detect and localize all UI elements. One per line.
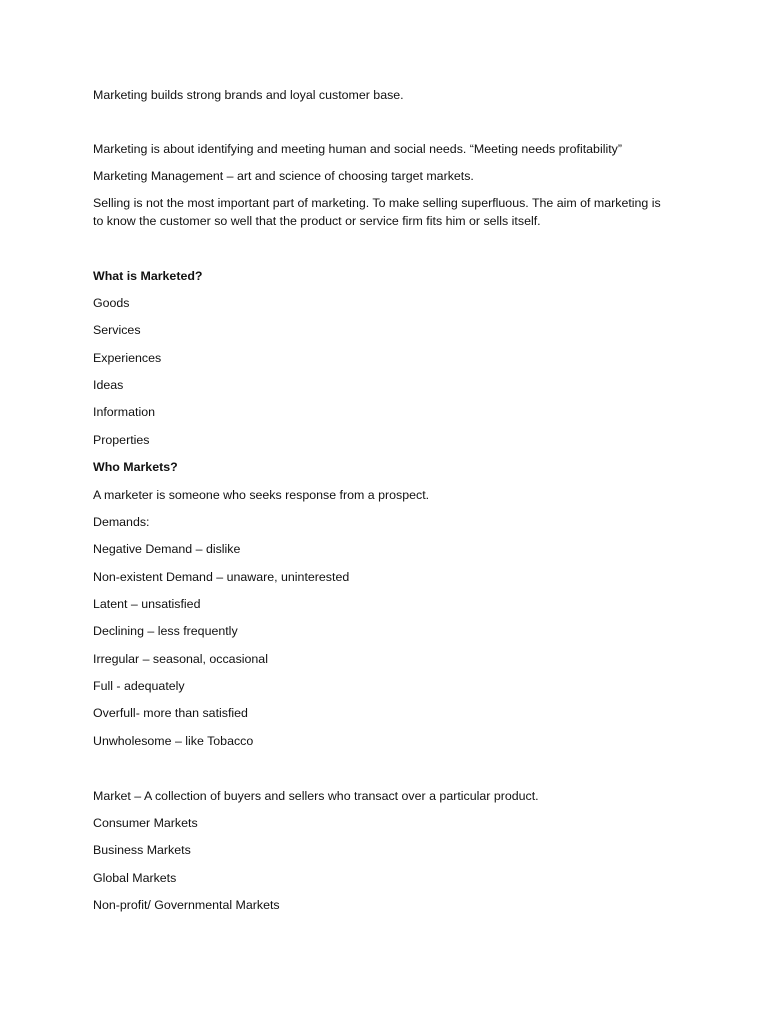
intro-line-needs: Marketing is about identifying and meeting human and social needs. “Meeting needs profitability” [93,142,622,156]
marketed-item-information: Information [93,405,155,419]
market-item-business: Business Markets [93,843,191,857]
marketed-item-goods: Goods [93,296,130,310]
demand-item-full: Full - adequately [93,679,185,693]
demand-item-irregular: Irregular – seasonal, occasional [93,652,268,666]
heading-demands: Demands: [93,515,150,529]
intro-line-management: Marketing Management – art and science of choosing target markets. [93,169,474,183]
demand-item-declining: Declining – less frequently [93,624,238,638]
marketed-item-ideas: Ideas [93,378,124,392]
demand-item-latent: Latent – unsatisfied [93,597,201,611]
marketed-item-experiences: Experiences [93,351,162,365]
heading-what-is-marketed: What is Marketed? [93,269,203,283]
market-definition: Market – A collection of buyers and sellers who transact over a particular product. [93,789,539,803]
market-item-global: Global Markets [93,871,177,885]
demand-item-overfull: Overfull- more than satisfied [93,706,248,720]
heading-who-markets: Who Markets? [93,460,178,474]
demand-item-non-existent: Non-existent Demand – unaware, uninterested [93,570,350,584]
market-item-consumer: Consumer Markets [93,816,198,830]
intro-line-brands: Marketing builds strong brands and loyal customer base. [93,88,404,102]
marketer-definition: A marketer is someone who seeks response from a prospect. [93,488,430,502]
demand-item-unwholesome: Unwholesome – like Tobacco [93,734,254,748]
marketed-item-services: Services [93,323,141,337]
marketed-item-properties: Properties [93,433,150,447]
market-item-non-profit: Non-profit/ Governmental Markets [93,898,280,912]
demand-item-negative: Negative Demand – dislike [93,542,241,556]
intro-paragraph-selling: Selling is not the most important part of marketing. To make selling superfluous. The aim of marketing is to know the customer so well that the product or service firm fits him or sells itself. [93,196,661,228]
